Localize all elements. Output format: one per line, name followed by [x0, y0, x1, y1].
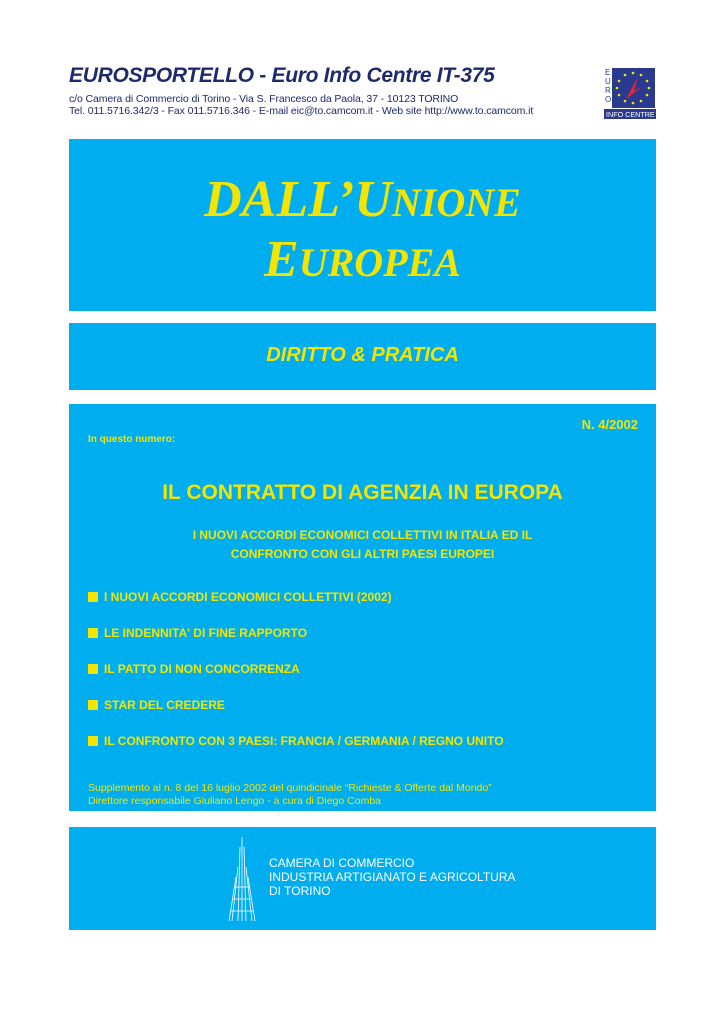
square-bullet-icon	[88, 592, 98, 602]
chamber-name-line-3: DI TORINO	[269, 884, 331, 898]
masthead-panel	[69, 139, 656, 311]
masthead-line-1-rest: NIONE	[391, 180, 521, 225]
euro-info-centre-logo-icon	[604, 67, 656, 119]
square-bullet-icon	[88, 628, 98, 638]
topic-label: I NUOVI ACCORDI ECONOMICI COLLETTIVI (2002)	[104, 590, 392, 604]
supplement-note: Supplemento al n. 8 del 16 luglio 2002 del quindicinale “Richieste & Offerte dal Mondo”	[88, 782, 492, 794]
header-contacts: Tel. 011.5716.342/3 - Fax 011.5716.346 - E-mail eic@to.camcom.it - Web site http://www.to.camcom.it	[69, 105, 534, 117]
chamber-name-line-2: INDUSTRIA ARTIGIANATO E AGRICOLTURA	[269, 870, 516, 884]
editor-note: Direttore responsabile Giuliano Lengo - a cura di Diego Comba	[88, 795, 381, 807]
lead-subtitle-line-1: I NUOVI ACCORDI ECONOMICI COLLETTIVI IN ITALIA ED IL	[192, 528, 533, 542]
topic-label: IL PATTO DI NON CONCORRENZA	[104, 662, 300, 676]
logo-letter-o: O	[605, 95, 612, 104]
in-this-issue-label: In questo numero:	[88, 434, 176, 445]
topic-item	[88, 662, 300, 676]
section-subtitle: DIRITTO & PRATICA	[266, 344, 459, 366]
masthead-line-1-initial: DALL’U	[204, 171, 392, 228]
logo-caption: INFO CENTRE	[606, 110, 655, 119]
topic-label: IL CONFRONTO CON 3 PAESI: FRANCIA / GERMANIA / REGNO UNITO	[104, 734, 504, 748]
logo-letter-u: U	[605, 77, 611, 86]
square-bullet-icon	[88, 664, 98, 674]
topic-label: STAR DEL CREDERE	[104, 698, 225, 712]
square-bullet-icon	[88, 736, 98, 746]
topic-item	[88, 590, 392, 604]
header-address: c/o Camera di Commercio di Torino - Via S. Francesco da Paola, 37 - 10123 TORINO	[69, 93, 459, 105]
mole-antonelliana-logo-icon	[227, 837, 257, 921]
square-bullet-icon	[88, 700, 98, 710]
section-panel	[69, 323, 656, 390]
logo-letter-r: R	[605, 86, 611, 95]
chamber-name-line-1: CAMERA DI COMMERCIO	[269, 856, 415, 870]
header-title: EUROSPORTELLO - Euro Info Centre IT-375	[69, 64, 495, 87]
masthead-line-2	[69, 231, 656, 288]
topic-label: LE INDENNITA' DI FINE RAPPORTO	[104, 626, 308, 640]
masthead-line-2-initial: E	[264, 231, 299, 288]
masthead-line-1	[69, 171, 656, 228]
masthead-line-2-rest: UROPEA	[298, 240, 461, 285]
topic-item	[88, 626, 307, 640]
topic-item	[88, 698, 225, 712]
footer-panel	[69, 827, 656, 930]
logo-letter-e: E	[605, 68, 611, 77]
lead-title: IL CONTRATTO DI AGENZIA IN EUROPA	[162, 481, 563, 504]
lead-subtitle-line-2: CONFRONTO CON GLI ALTRI PAESI EUROPEI	[230, 547, 495, 561]
topic-item	[88, 734, 504, 748]
issue-number: N. 4/2002	[581, 417, 638, 432]
issue-panel	[69, 404, 656, 811]
